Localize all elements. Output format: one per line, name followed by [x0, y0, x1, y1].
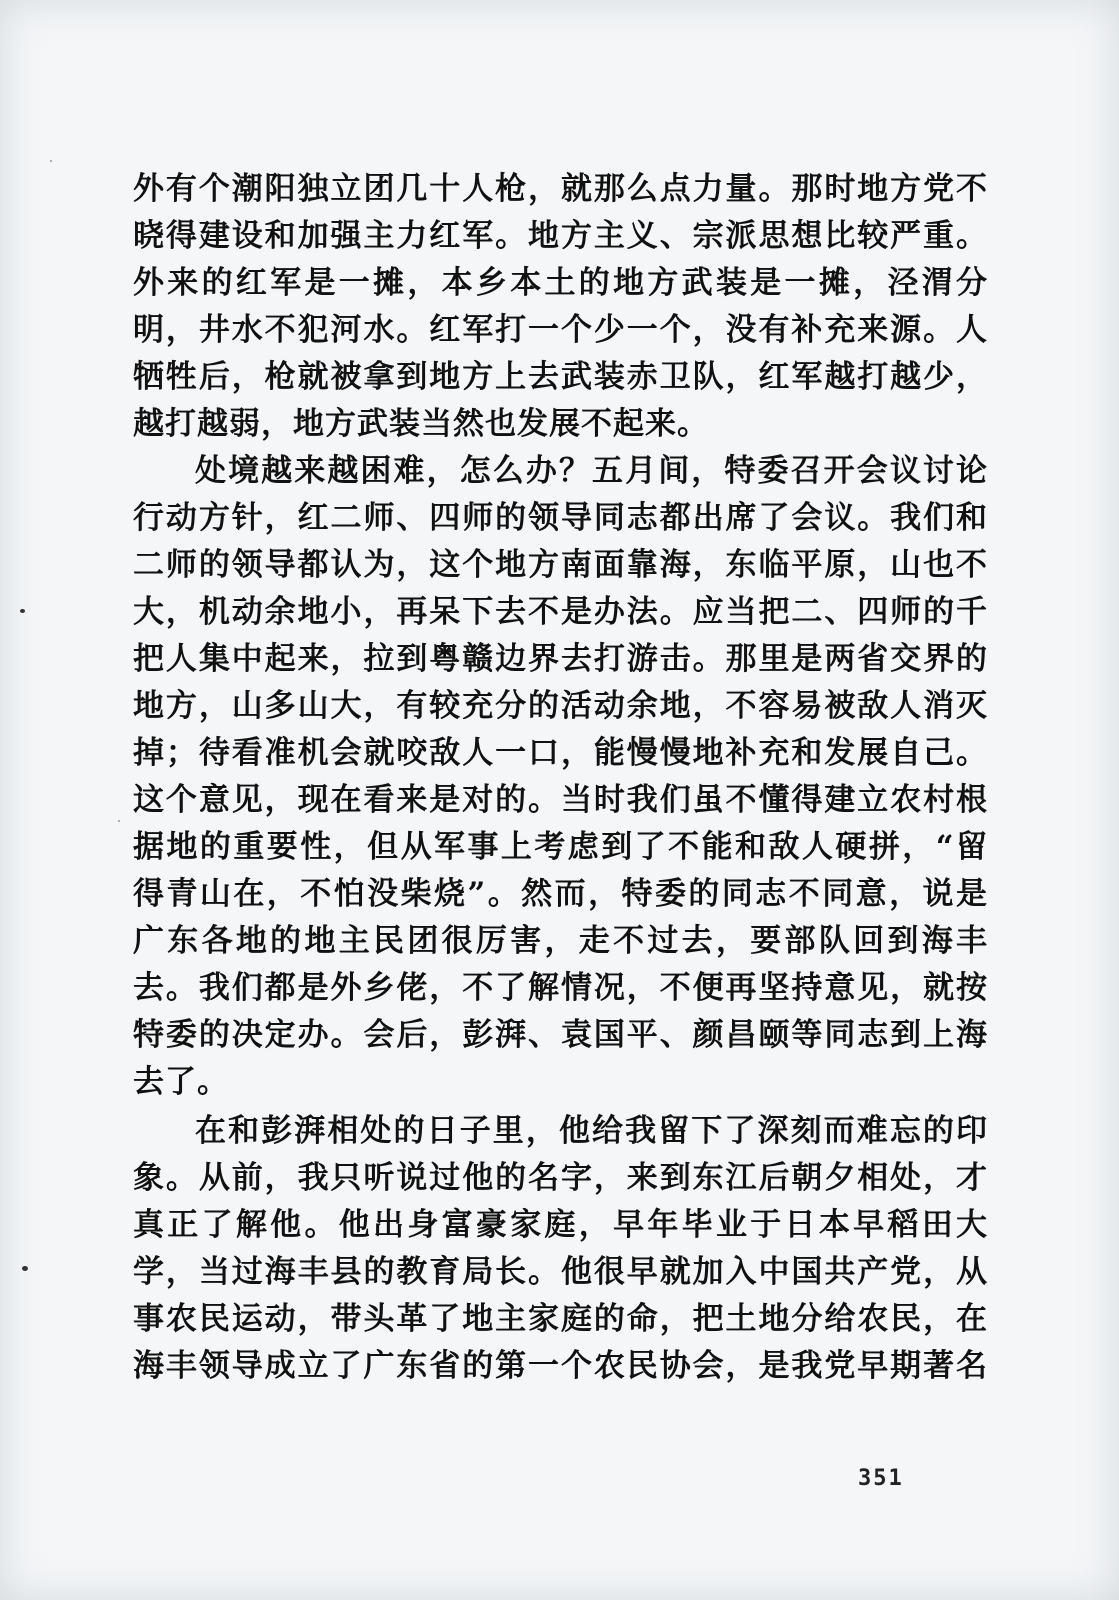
text-line: 明，井水不犯河水。红军打一个少一个，没有补充来源。人 — [133, 312, 988, 348]
text-line: 牺牲后，枪就被拿到地方上去武装赤卫队，红军越打越少， — [133, 359, 988, 395]
text-line: 越打越弱，地方武装当然也发展不起来。 — [133, 406, 709, 442]
text-line: 大，机动余地小，再呆下去不是办法。应当把二、四师的千 — [133, 594, 988, 630]
text-line: 学，当过海丰县的教育局长。他很早就加入中国共产党，从 — [133, 1254, 988, 1290]
scan-speck — [118, 820, 120, 822]
text-line: 广东各地的地主民团很厉害，走不过去，要部队回到海丰 — [133, 923, 988, 959]
text-line: 把人集中起来，拉到粤赣边界去打游击。那里是两省交界的 — [133, 641, 988, 677]
text-line: 据地的重要性，但从军事上考虑到了不能和敌人硬拼，“留 — [133, 829, 988, 865]
scan-speck — [50, 160, 52, 162]
text-line: 海丰领导成立了广东省的第一个农民协会，是我党早期著名 — [133, 1348, 988, 1384]
text-line: 在和彭湃相处的日子里，他给我留下了深刻而难忘的印 — [195, 1113, 988, 1149]
text-line: 处境越来越困难，怎么办？五月间，特委召开会议讨论 — [195, 453, 988, 489]
text-line: 象。从前，我只听说过他的名字，来到东江后朝夕相处，才 — [133, 1160, 988, 1196]
scan-speck — [22, 1266, 28, 1271]
text-line: 二师的领导都认为，这个地方南面靠海，东临平原，山也不 — [133, 547, 988, 583]
text-line: 去了。 — [133, 1064, 229, 1100]
page-number: 351 — [858, 1466, 904, 1491]
text-line: 这个意见，现在看来是对的。当时我们虽不懂得建立农村根 — [133, 782, 988, 818]
text-line: 行动方针，红二师、四师的领导同志都出席了会议。我们和 — [133, 500, 988, 536]
text-line: 真正了解他。他出身富豪家庭，早年毕业于日本早稻田大 — [133, 1207, 988, 1243]
text-line: 事农民运动，带头革了地主家庭的命，把土地分给农民，在 — [133, 1301, 988, 1337]
body-text — [133, 166, 988, 1390]
text-line: 掉；待看准机会就咬敌人一口，能慢慢地补充和发展自己。 — [133, 735, 988, 771]
text-line: 得青山在，不怕没柴烧”。然而，特委的同志不同意，说是 — [133, 876, 988, 912]
text-line: 晓得建设和加强主力红军。地方主义、宗派思想比较严重。 — [133, 218, 988, 254]
scan-speck — [20, 609, 25, 613]
text-line: 外来的红军是一摊，本乡本土的地方武装是一摊，泾渭分 — [133, 265, 988, 301]
text-line: 外有个潮阳独立团几十人枪，就那么点力量。那时地方党不 — [133, 171, 988, 207]
text-line: 特委的决定办。会后，彭湃、袁国平、颜昌颐等同志到上海 — [133, 1017, 988, 1053]
text-line: 地方，山多山大，有较充分的活动余地，不容易被敌人消灭 — [133, 688, 988, 724]
text-line: 去。我们都是外乡佬，不了解情况，不便再坚持意见，就按 — [133, 970, 988, 1006]
